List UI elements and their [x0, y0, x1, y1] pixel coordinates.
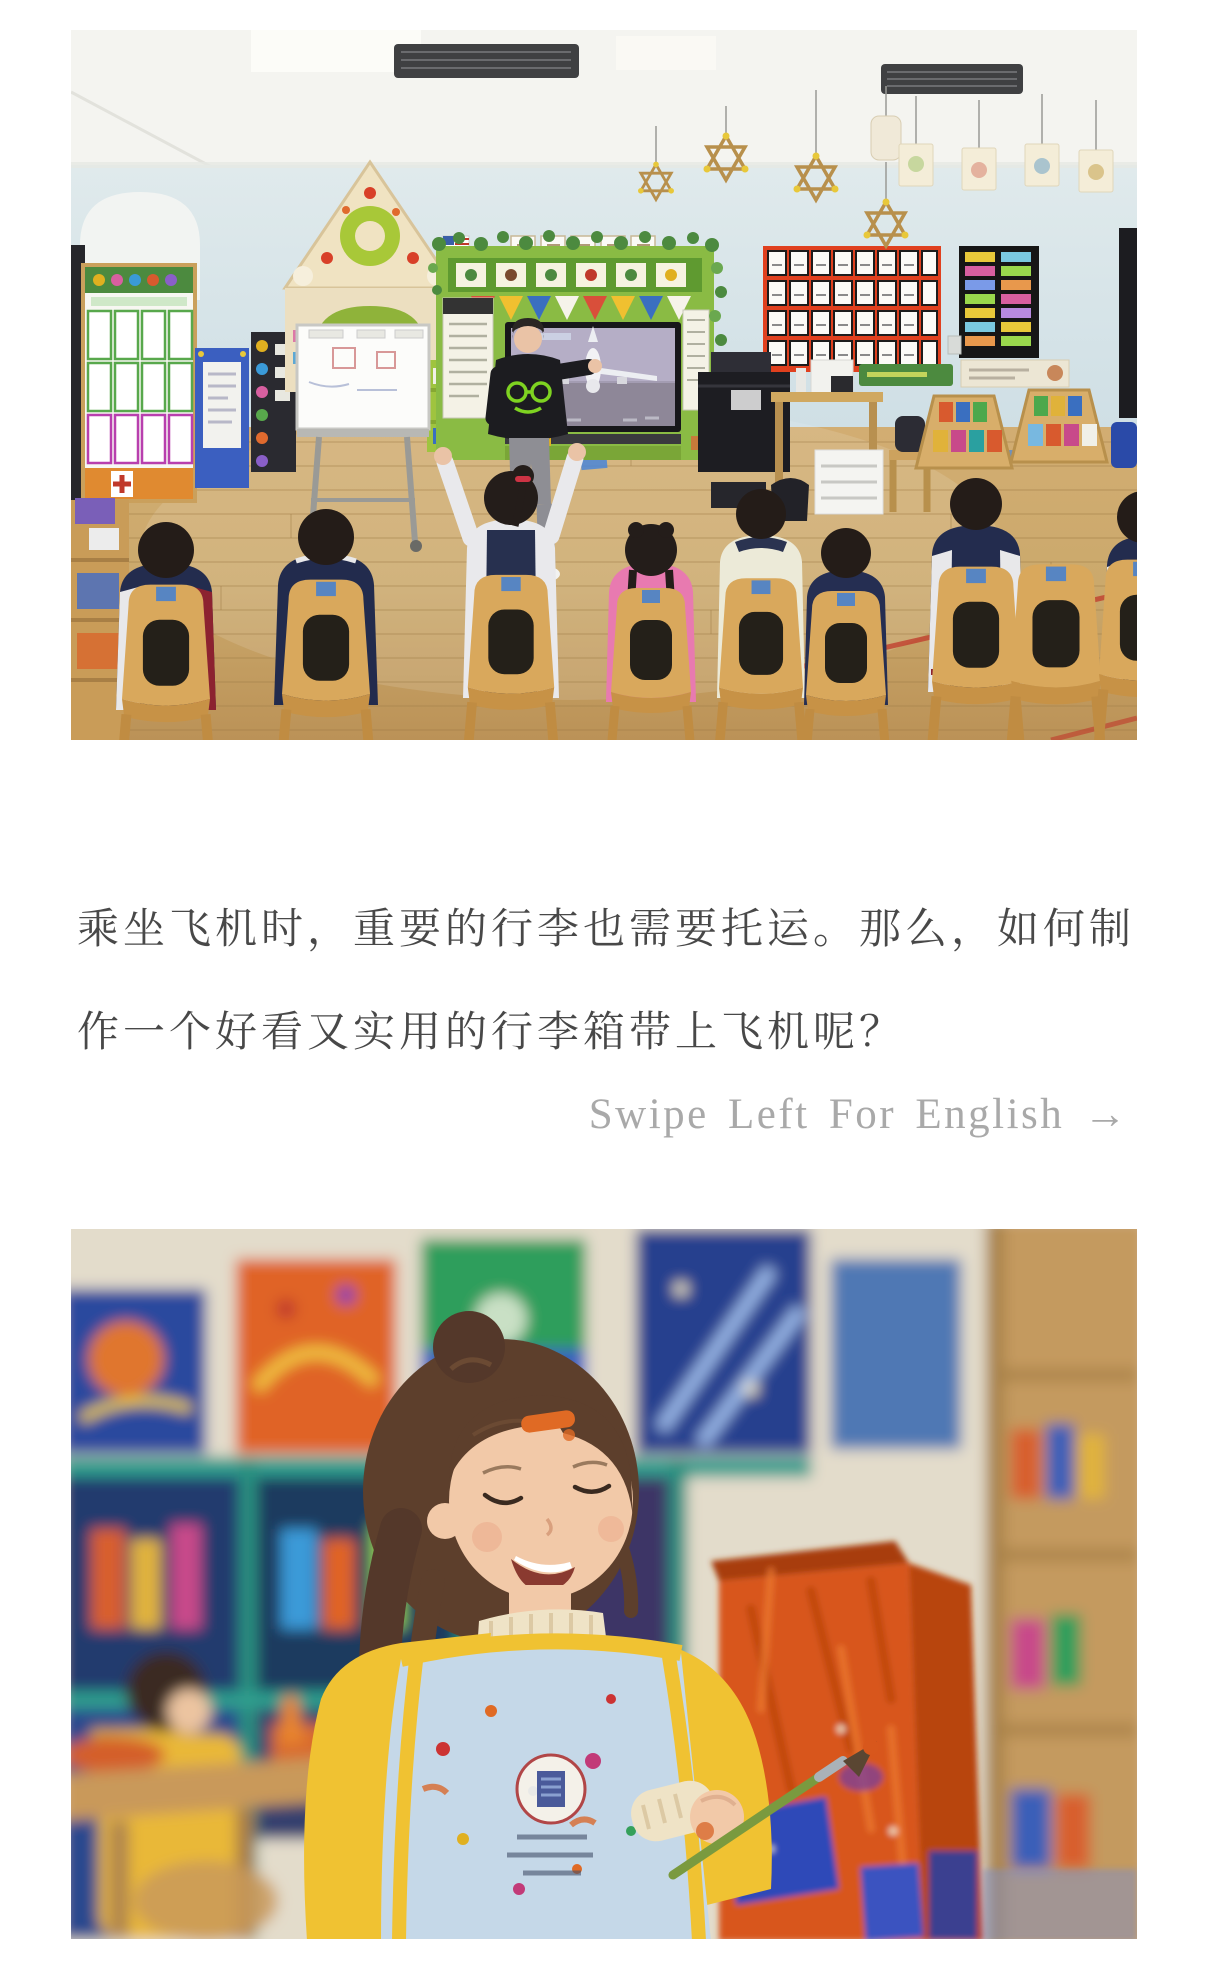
wall-outlet: [948, 336, 961, 354]
alphabet-poster: [763, 246, 941, 372]
art-room-illustration: [71, 1229, 1137, 1939]
blue-craft-board: [195, 348, 249, 488]
painting-photo[interactable]: [71, 1229, 1137, 1939]
right-edge-poster: [1119, 228, 1137, 418]
paper-lamp: [871, 116, 901, 160]
swipe-left-hint: Swipe Left For English →: [588, 1091, 1129, 1138]
paragraph-line-1: 乘坐飞机时，重要的行李也需要托运。那么，如何制: [77, 905, 1136, 952]
smock-crest: [517, 1755, 585, 1823]
article-paragraph: [77, 877, 1136, 1083]
paragraph-line-2: 作一个好看又实用的行李箱带上飞机呢？: [77, 1008, 906, 1055]
ceiling-vent: [881, 64, 1023, 94]
classroom-photo[interactable]: [71, 30, 1137, 740]
occupations-poster: [81, 263, 197, 503]
ceiling-vent: [394, 44, 579, 78]
tv-display-wall: [428, 230, 727, 460]
wall-banners: [859, 360, 1069, 387]
sight-words-chart: [959, 246, 1039, 358]
classroom-photo-illustration: [71, 30, 1137, 740]
wooden-bookshelf: [986, 1229, 1137, 1939]
blue-kid-chair: [1111, 422, 1137, 468]
